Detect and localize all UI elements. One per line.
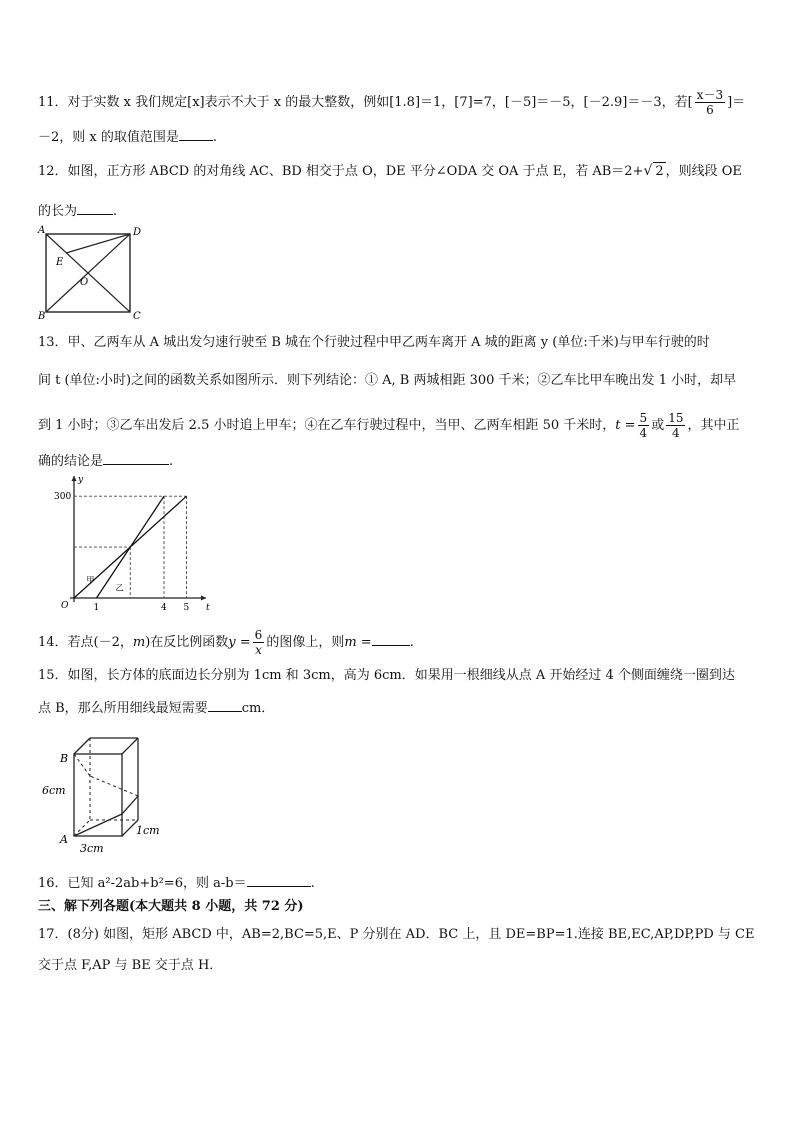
q14-line: 14．若点(－2，m)在反比例函数y = $\frac{6}{x}$ 的图像上，则m = . [38,628,414,657]
q13-line4: 确的结论是 . [38,450,173,471]
q14-fraction: $\frac{6}{x}$ [254,628,263,657]
q11-line1: 11．对于实数 x 我们规定[x]表示不大于 x 的最大整数，例如[1.8]＝1，[7]=7，[－5]＝－5，[－2.9]＝－3，若[ $\frac{x-3}{6}$ ]＝ [38,88,746,117]
x-tick-label: 1 [93,603,100,613]
cuboid-figure [40,730,170,856]
q12-line1: 12．如图，正方形 ABCD 的对角线 AC、BD 相交于点 O，DE 平分∠ODA 交 OA 于点 E，若 AB＝2+√ 2 ，则线段 OE [38,163,742,179]
string-path-hidden [90,776,138,796]
x-tick-label: 4 [161,603,167,613]
x-axis-label: t [206,603,210,613]
width-label: 3cm [80,842,104,855]
string-path-hidden [74,754,90,776]
y-tick-label: 300 [54,492,72,503]
label-d: D [133,227,142,238]
q17-line1: 17．(8分) 如图，矩形 ABCD 中，AB=2,BC=5,E、P 分别在 AD．BC 上，且 DE=BP=1.连接 BE,EC,AP,DP,PD 与 CE [38,927,755,942]
label-c: C [133,311,141,322]
x-tick-label: 5 [183,603,190,613]
depth-label: 1cm [136,824,160,837]
answer-blank[interactable] [77,200,113,215]
answer-blank[interactable] [208,697,242,712]
q16-line: 16．已知 a²-2ab+b²=6，则 a-b＝ . [38,872,315,893]
answer-blank[interactable] [372,631,410,646]
q13-line2: 间 t (单位:小时)之间的函数关系如图所示．则下列结论：① A, B 两城相距 300 千米；②乙车比甲车晚出发 1 小时，却早 [38,373,737,388]
y-axis-label: y [78,475,84,485]
q11-line2: －2，则 x 的取值范围是 . [38,126,217,147]
q13-fraction-1: $\frac{5}{4}$ [639,411,648,440]
q12-line2: 的长为 . [38,200,117,221]
cuboid-hidden-edge [74,820,90,836]
series-label-1: 甲 [86,575,95,585]
answer-blank[interactable] [179,126,213,141]
answer-blank[interactable] [103,450,169,465]
q17-line2: 交于点 F,AP 与 BE 交于点 H． [38,958,223,973]
label-b: B [38,311,46,322]
answer-blank[interactable] [247,872,311,887]
distance-time-chart [52,472,212,614]
x-axis-arrow [201,596,206,601]
series-label-2: 乙 [115,583,124,593]
label-o: O [80,277,89,288]
q13-line1: 13．甲、乙两车从 A 城出发匀速行驶至 B 城在个行驶过程中甲乙两车离开 A 城的距离 y (单位:千米)与甲车行驶的时 [38,335,710,350]
origin-label: O [61,601,69,611]
section-title: 三、解下列各题(本大题共 8 小题，共 72 分) [38,899,304,914]
q13-fraction-2: $\frac{15}{4}$ [668,411,684,440]
label-e: E [56,257,64,268]
height-label: 6cm [42,784,66,797]
q11-fraction: $\frac{x-3}{6}$ [696,88,724,117]
q15-line2: 点 B，那么所用细线最短需要 cm． [38,697,274,718]
y-axis-arrow [72,476,77,481]
cuboid-front-face [74,754,122,836]
label-a: A [60,833,68,846]
string-path [122,796,138,814]
label-a: A [38,225,46,236]
square-figure [36,222,146,322]
q13-line3: 到 1 小时；③乙车出发后 2.5 小时追上甲车；④在乙车行驶过程中，当甲、乙两车相距 50 千米时，t = $\frac{5}{4}$ 或 $\frac{15}{4}$ ，其中正 [38,411,740,440]
label-b: B [60,752,69,765]
cuboid-edge [122,738,138,754]
string-path [74,814,122,836]
cuboid-edge [74,738,90,754]
q15-line1: 15．如图，长方体的底面边长分别为 1cm 和 3cm，高为 6cm．如果用一根细线从点 A 开始经过 4 个侧面缠绕一圈到达 [38,668,735,683]
